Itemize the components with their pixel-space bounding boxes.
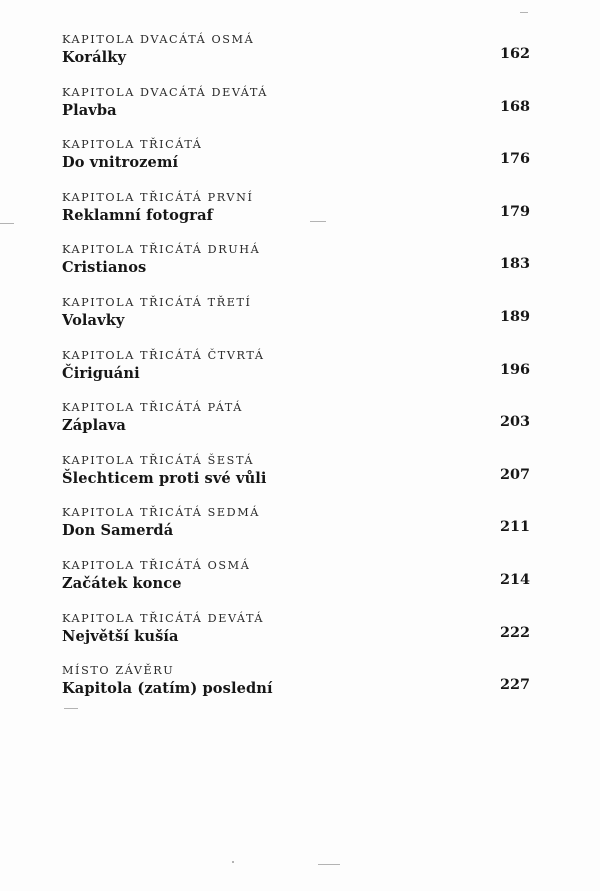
chapter-title: Volavky — [62, 311, 125, 329]
page-number: 196 — [499, 360, 530, 378]
toc-entry — [62, 86, 534, 139]
chapter-label: KAPITOLA TŘICÁTÁ ŠESTÁ — [62, 453, 255, 467]
chapter-label: KAPITOLA DVACÁTÁ DEVÁTÁ — [62, 85, 268, 99]
page-number: 179 — [499, 202, 530, 220]
page-number: 203 — [499, 413, 530, 431]
chapter-title: Korálky — [62, 49, 127, 66]
chapter-label: MÍSTO ZÁVĚRU — [62, 664, 175, 678]
toc-entry — [62, 33, 534, 86]
chapter-title: Začátek konce — [62, 574, 182, 592]
scan-speck — [64, 708, 78, 709]
page-number: 227 — [499, 676, 530, 694]
chapter-title: Šlechticem proti své vůli — [62, 469, 267, 487]
toc-entry — [62, 454, 534, 507]
page-number: 189 — [499, 307, 530, 325]
toc-entry — [62, 559, 534, 612]
page-number: 183 — [499, 255, 530, 273]
scan-speck — [232, 861, 234, 863]
chapter-label: KAPITOLA TŘICÁTÁ SEDMÁ — [62, 506, 260, 520]
page-number: 168 — [499, 97, 530, 115]
page-number: 162 — [499, 45, 530, 62]
toc-entry — [62, 401, 534, 454]
scan-speck — [318, 864, 340, 865]
chapter-title: Záplava — [62, 417, 126, 435]
chapter-label: KAPITOLA TŘICÁTÁ DRUHÁ — [62, 243, 261, 257]
chapter-title: Reklamní fotograf — [62, 206, 214, 224]
chapter-label: KAPITOLA TŘICÁTÁ OSMÁ — [62, 558, 251, 572]
chapter-title: Plavba — [62, 101, 117, 119]
chapter-title: Kapitola (zatím) poslední — [62, 680, 273, 698]
page-number: 222 — [499, 623, 530, 641]
page-number: 207 — [499, 465, 530, 483]
toc-entry — [62, 664, 534, 717]
scan-speck — [0, 223, 14, 224]
toc-entry — [62, 349, 534, 402]
chapter-label: KAPITOLA TŘICÁTÁ ČTVRTÁ — [62, 348, 265, 362]
scan-speck — [310, 221, 326, 222]
page-number: 176 — [499, 150, 530, 168]
toc-entry — [62, 612, 534, 665]
chapter-title: Čiriguáni — [62, 364, 140, 382]
page-number: 211 — [499, 518, 530, 536]
chapter-label: KAPITOLA TŘICÁTÁ PÁTÁ — [62, 401, 243, 415]
toc-entry — [62, 506, 534, 559]
page-number: 214 — [499, 570, 530, 588]
toc-entry — [62, 243, 534, 296]
chapter-title: Do vnitrozemí — [62, 154, 179, 172]
toc-entry — [62, 191, 534, 244]
chapter-label: KAPITOLA TŘICÁTÁ TŘETÍ — [62, 295, 252, 309]
chapter-label: KAPITOLA TŘICÁTÁ PRVNÍ — [62, 190, 254, 204]
chapter-title: Cristianos — [62, 259, 147, 277]
toc-entry — [62, 296, 534, 349]
chapter-label: KAPITOLA TŘICÁTÁ — [62, 138, 203, 152]
chapter-label: KAPITOLA DVACÁTÁ OSMÁ — [62, 33, 255, 46]
chapter-label: KAPITOLA TŘICÁTÁ DEVÁTÁ — [62, 611, 265, 625]
scan-speck — [520, 12, 528, 13]
table-of-contents — [62, 33, 534, 717]
toc-entry — [62, 138, 534, 191]
chapter-title: Největší kušía — [62, 627, 179, 645]
chapter-title: Don Samerdá — [62, 522, 174, 540]
